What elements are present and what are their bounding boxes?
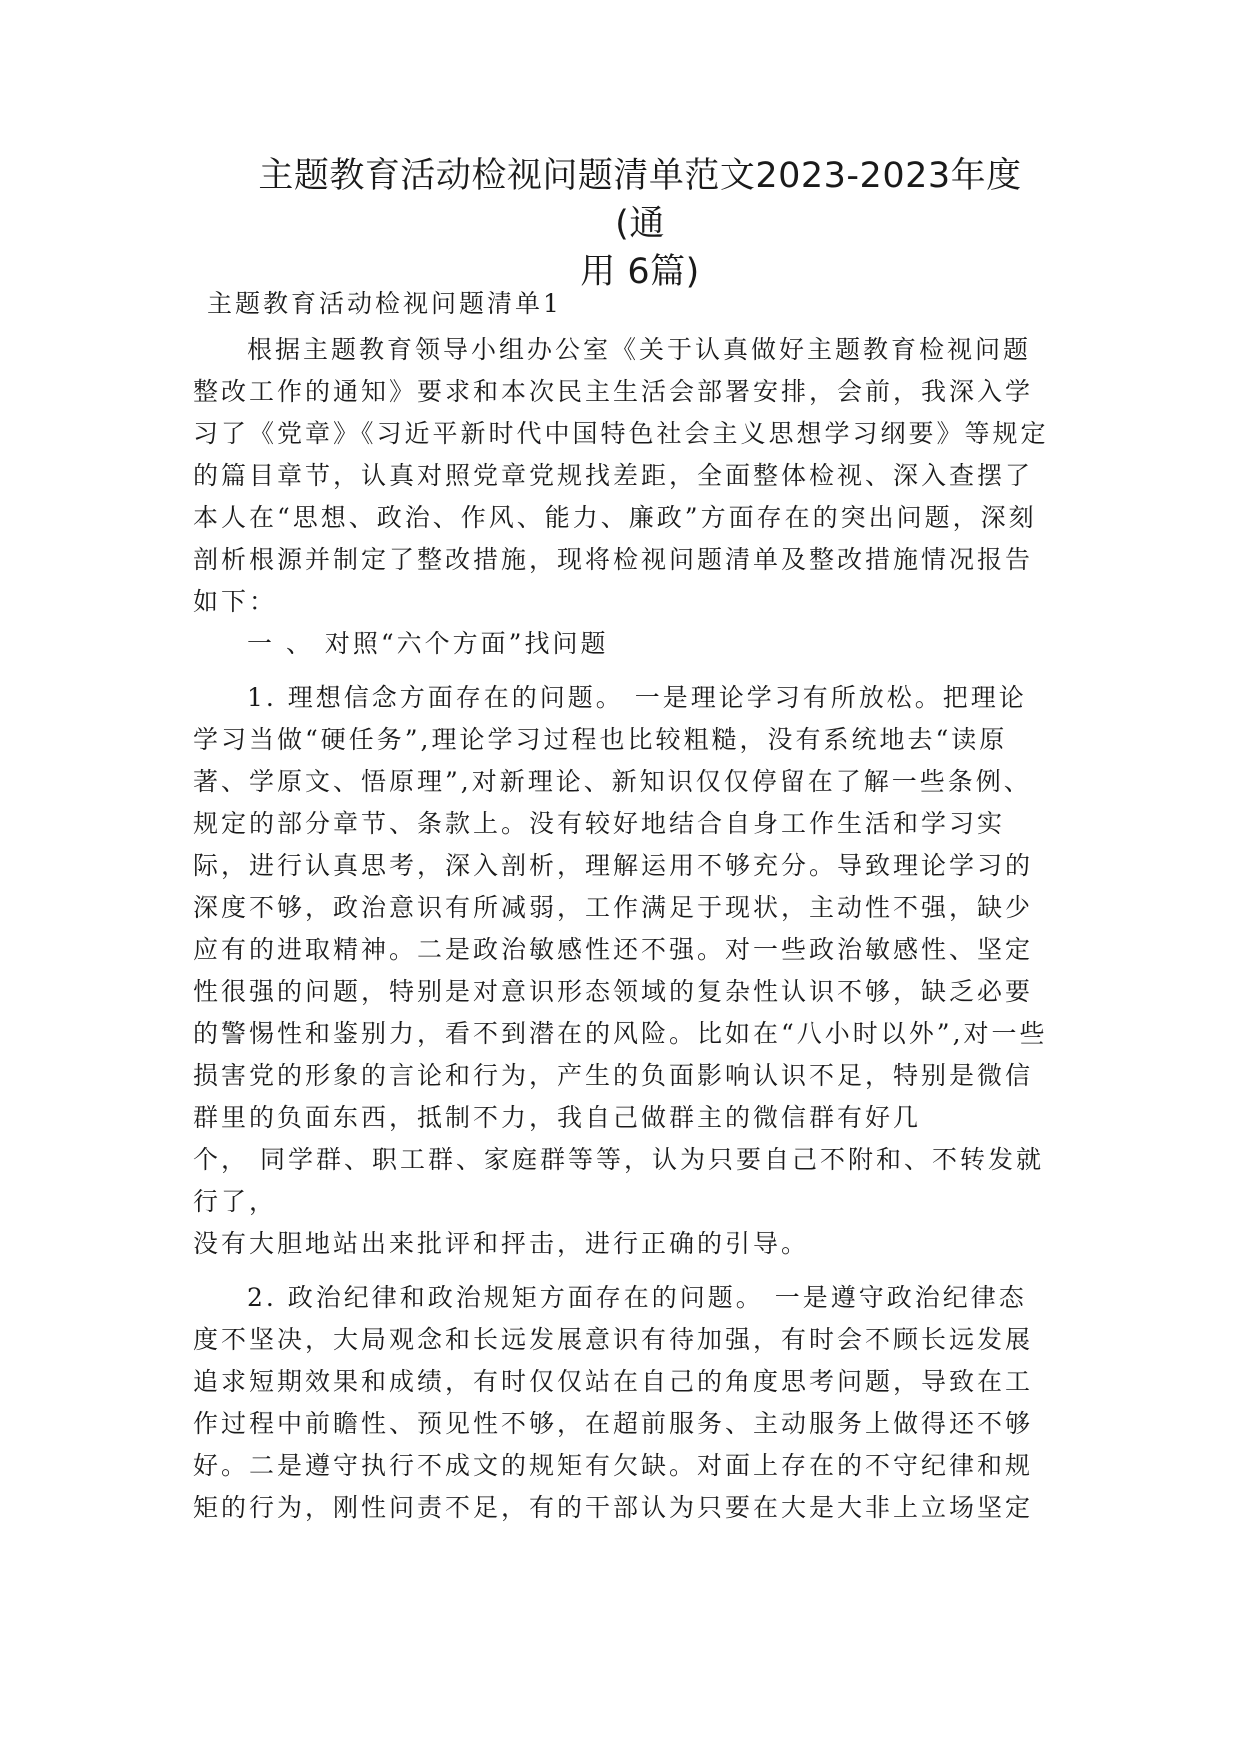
intro-paragraph: 根据主题教育领导小组办公室《关于认真做好主题教育检视问题整改工作的通知》要求和本次民主生活会部署安排，会前，我深入学习了《党章》《习近平新时代中国特色社会主义思想学习纲要》等规定的篇目章节，认真对照党章党规找差距，全面整体检视、深入查摆了本人在“思想、政治、作风、能力、廉政”方面存在的突出问题，深刻剖析根源并制定了整改措施，现将检视问题清单及整改措施情况报告如下： [193, 335, 1049, 616]
title-line-1: 主题教育活动检视问题清单范文2023-2023年度(通 [258, 156, 1022, 244]
section-heading: 一 、 对照“六个方面”找问题 [247, 629, 609, 658]
paragraph-1-end: 没有大胆地站出来批评和抨击，进行正确的引导。 [193, 1229, 810, 1258]
paragraph-2: 2. 政治纪律和政治规矩方面存在的问题。 一是遵守政治纪律态度不坚决，大局观念和长远发展意识有待加强，有时会不顾长远发展追求短期效果和成绩，有时仅仅站在自己的角度思考问题，导致在工作过程中前瞻性、预见性不够，在超前服务、主动服务上做得还不够好。二是遵守执行不成文的规矩有欠缺。对面上存在的不守纪律和规矩的行为，刚性问责不足，有的干部认为只要在大是大非上立场坚定 [193, 1283, 1034, 1522]
paragraph-1-continued: 个， 同学群、职工群、家庭群等等，认为只要自己不附和、不转发就行了， [193, 1145, 1044, 1216]
section-subtitle: 主题教育活动检视问题清单1 [207, 289, 562, 318]
paragraph-1: 1. 理想信念方面存在的问题。 一是理论学习有所放松。把理论学习当做“硬任务”,理论学习过程也比较粗糙，没有系统地去“读原著、学原文、悟原理”,对新理论、新知识仅仅停留在了解一些条例、规定的部分章节、条款上。没有较好地结合自身工作生活和学习实际，进行认真思考，深入剖析，理解运用不够充分。导致理论学习的深度不够，政治意识有所减弱，工作满足于现状，主动性不强，缺少应有的进取精神。二是政治敏感性还不强。对一些政治敏感性、坚定性很强的问题，特别是对意识形态领域的复杂性认识不够，缺乏必要的警惕性和鉴别力，看不到潜在的风险。比如在“八小时以外”,对一些损害党的形象的言论和行为，产生的负面影响认识不足，特别是微信群里的负面东西，抵制不力，我自己做群主的微信群有好几 [193, 683, 1048, 1132]
document-body [193, 283, 1053, 1529]
document-title [240, 152, 1040, 296]
title-line-2: 用 6篇) [580, 252, 700, 292]
